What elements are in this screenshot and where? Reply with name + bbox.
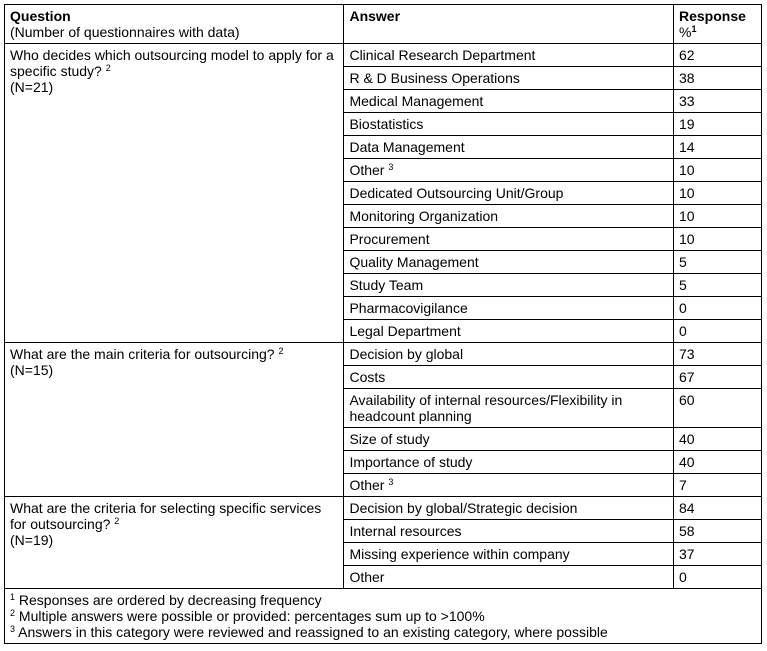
question-cell	[5, 44, 344, 343]
footnote-text: Multiple answers were possible or provided: percentages sum up to >100%	[18, 608, 485, 624]
answer-text: R & D Business Operations	[349, 70, 520, 86]
answer-text: Importance of study	[349, 454, 473, 470]
response-value: 5	[674, 274, 762, 297]
header-question-sub: (Number of questionnaires with data)	[10, 24, 240, 40]
header-row	[5, 5, 762, 44]
footnote-line	[10, 624, 756, 640]
question-count: (N=15)	[10, 362, 54, 378]
response-value: 62	[674, 44, 762, 67]
response-value: 0	[674, 297, 762, 320]
answer-cell	[344, 366, 674, 389]
answer-text: Medical Management	[349, 93, 484, 109]
response-value: 58	[674, 520, 762, 543]
response-value: 73	[674, 343, 762, 366]
answer-cell	[344, 566, 674, 589]
question-cell	[5, 343, 344, 497]
footnote-marker: 3	[10, 624, 16, 634]
response-value: 67	[674, 366, 762, 389]
question-text: Who decides which outsourcing model to apply for a specific study?	[10, 47, 334, 79]
response-value: 14	[674, 136, 762, 159]
answer-cell	[344, 520, 674, 543]
answer-text: Other	[349, 477, 385, 493]
answer-cell	[344, 182, 674, 205]
response-value: 10	[674, 205, 762, 228]
survey-table	[4, 4, 762, 644]
answer-cell	[344, 205, 674, 228]
answer-text: Costs	[349, 369, 386, 385]
answer-cell	[344, 543, 674, 566]
response-value: 33	[674, 90, 762, 113]
footnotes	[5, 589, 762, 644]
answer-text: Decision by global/Strategic decision	[349, 500, 578, 516]
header-response-unit: %	[679, 24, 692, 40]
answer-text: Quality Management	[349, 254, 479, 270]
answer-cell	[344, 90, 674, 113]
answer-cell	[344, 67, 674, 90]
answer-cell	[344, 228, 674, 251]
footnote-line	[10, 608, 756, 624]
answer-text: Other	[349, 569, 385, 585]
question-count: (N=21)	[10, 79, 54, 95]
answer-text: Other	[349, 162, 385, 178]
response-value: 40	[674, 451, 762, 474]
table-row	[5, 44, 762, 67]
response-value: 10	[674, 182, 762, 205]
question-footnote-ref: 2	[278, 346, 284, 356]
footnote-text: Responses are ordered by decreasing frequency	[18, 592, 322, 608]
answer-cell	[344, 343, 674, 366]
question-text: What are the main criteria for outsourcing?	[10, 346, 275, 362]
answer-cell	[344, 451, 674, 474]
question-count: (N=19)	[10, 532, 54, 548]
header-response-sup: 1	[691, 24, 697, 34]
answer-text: Availability of internal resources/Flexibility in headcount planning	[349, 392, 623, 424]
answer-text: Clinical Research Department	[349, 47, 536, 63]
footnote-text: Answers in this category were reviewed and reassigned to an existing category, where possible	[18, 624, 608, 640]
answer-cell	[344, 474, 674, 497]
question-footnote-ref: 2	[105, 63, 111, 73]
header-question	[5, 5, 344, 44]
response-value: 0	[674, 320, 762, 343]
response-value: 10	[674, 228, 762, 251]
footnote-line	[10, 592, 756, 608]
header-response	[674, 5, 762, 44]
answer-text: Legal Department	[349, 323, 461, 339]
footnote-marker: 2	[10, 608, 16, 618]
table-row	[5, 343, 762, 366]
answer-text: Study Team	[349, 277, 424, 293]
response-value: 38	[674, 67, 762, 90]
answer-footnote-ref: 3	[388, 477, 394, 487]
answer-cell	[344, 297, 674, 320]
answer-text: Missing experience within company	[349, 546, 570, 562]
answer-text: Procurement	[349, 231, 430, 247]
table-row	[5, 497, 762, 520]
response-value: 60	[674, 389, 762, 428]
response-value: 84	[674, 497, 762, 520]
answer-text: Internal resources	[349, 523, 462, 539]
header-question-label: Question	[10, 8, 71, 24]
footnote-marker: 1	[10, 592, 16, 602]
answer-cell	[344, 44, 674, 67]
answer-cell	[344, 136, 674, 159]
answer-cell	[344, 497, 674, 520]
question-text: What are the criteria for selecting specific services for outsourcing?	[10, 500, 322, 532]
answer-text: Decision by global	[349, 346, 464, 362]
answer-footnote-ref: 3	[388, 162, 394, 172]
answer-text: Size of study	[349, 431, 430, 447]
response-value: 37	[674, 543, 762, 566]
question-cell	[5, 497, 344, 589]
question-footnote-ref: 2	[114, 516, 120, 526]
header-answer: Answer	[344, 5, 674, 44]
table-body	[5, 44, 762, 589]
response-value: 0	[674, 566, 762, 589]
answer-text: Biostatistics	[349, 116, 424, 132]
answer-cell	[344, 113, 674, 136]
answer-text: Pharmacovigilance	[349, 300, 468, 316]
answer-text: Monitoring Organization	[349, 208, 499, 224]
answer-cell	[344, 251, 674, 274]
answer-cell	[344, 274, 674, 297]
answer-cell	[344, 428, 674, 451]
response-value: 10	[674, 159, 762, 182]
answer-cell	[344, 389, 674, 428]
answer-text: Dedicated Outsourcing Unit/Group	[349, 185, 564, 201]
response-value: 7	[674, 474, 762, 497]
footnote-row	[5, 589, 762, 644]
answer-cell	[344, 320, 674, 343]
answer-cell	[344, 159, 674, 182]
response-value: 5	[674, 251, 762, 274]
response-value: 19	[674, 113, 762, 136]
response-value: 40	[674, 428, 762, 451]
header-response-label: Response	[679, 8, 746, 24]
answer-text: Data Management	[349, 139, 465, 155]
